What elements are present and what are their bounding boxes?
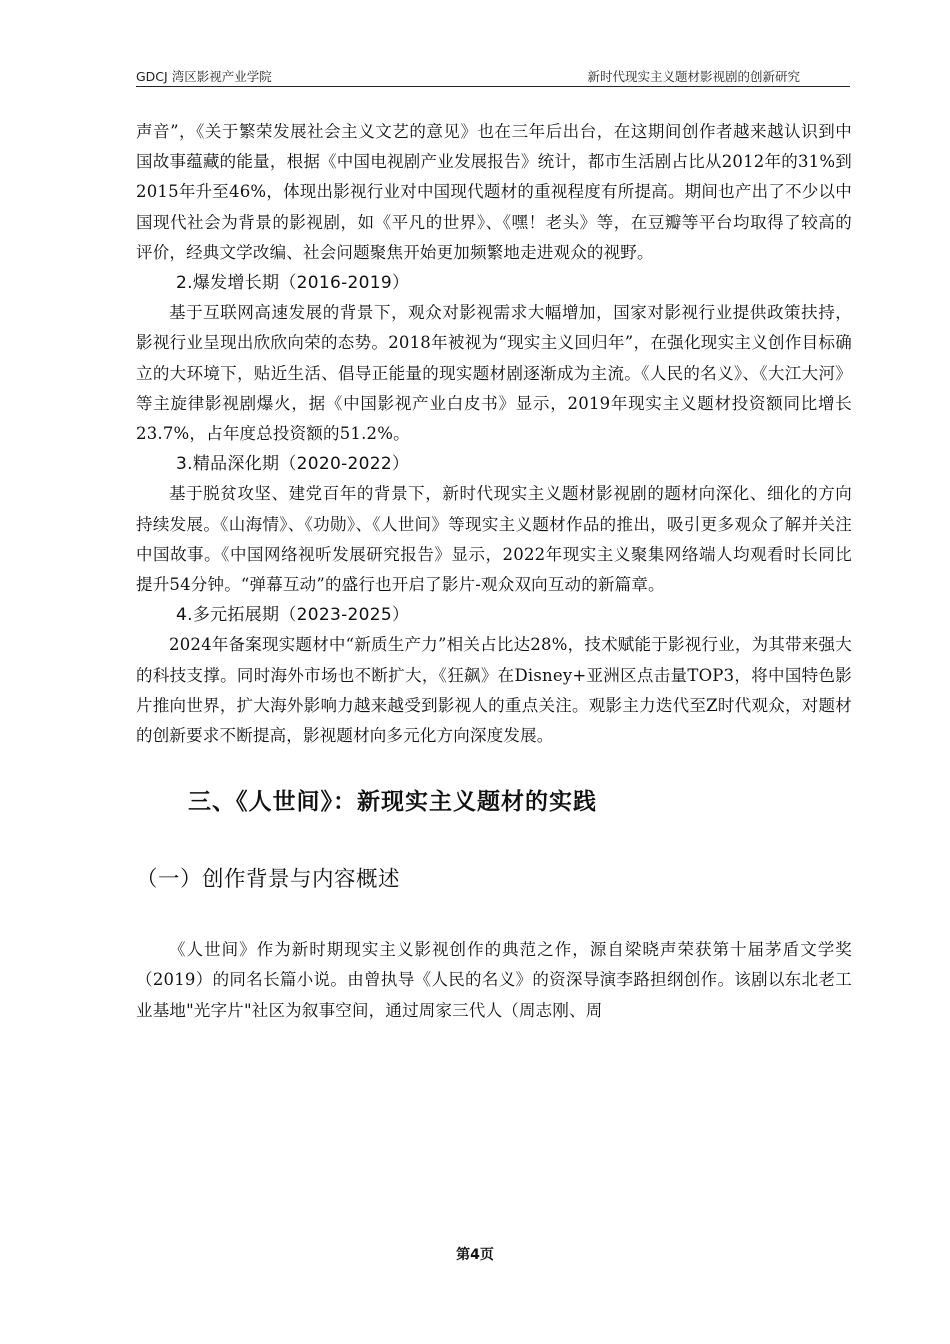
- subsection-heading: （一）创作背景与内容概述: [136, 867, 401, 893]
- page-header: [136, 64, 850, 87]
- paragraph-intro: 声音”，《关于繁荣发展社会主义文艺的意见》也在三年后出台，在这期间创作者越来越认识到中国故事蕴藏的能量，根据《中国电视剧产业发展报告》统计，都市生活剧占比从2012年的31%到2015年升至46%，体现出影视行业对中国现代题材的重视程度有所提高。期间也产出了不少以中国现代社会为背景的影视剧，如《平凡的世界》、《嘿！老头》等，在豆瓣等平台均取得了较高的评价，经典文学改编、社会问题聚焦开始更加频繁地走进观众的视野。: [136, 122, 852, 262]
- heading-diversification: 4.多元拓展期（2023-2025）: [176, 605, 410, 626]
- paragraph-burst-growth: 基于互联网高速发展的背景下，观众对影视需求大幅增加，国家对影视行业提供政策扶持，影视行业呈现出欣欣向荣的态势。2018年被视为“现实主义回归年”，在强化现实主义创作目标确立的大环境下，贴近生活、倡导正能量的现实题材剧逐渐成为主流。《人民的名义》、《大江大河》等主旋律影视剧爆火，据《中国影视产业白皮书》显示，2019年现实主义题材投资额同比增长23.7%，占年度总投资额的51.2%。: [136, 303, 852, 444]
- heading-burst-growth: 2.爆发增长期（2016-2019）: [176, 273, 410, 294]
- header-title: 新时代现实主义题材影视剧的创新研究: [587, 69, 800, 84]
- paragraph-background: 《人世间》作为新时期现实主义影视创作的典范之作，源自梁晓声荣获第十届茅盾文学奖（2019）的同名长篇小说。由曾执导《人民的名义》的资深导演李路担纲创作。该剧以东北老工业基地"光字片"社区为叙事空间，通过周家三代人（周志刚、周: [136, 940, 852, 1020]
- page-body: [136, 117, 852, 1026]
- heading-refinement: 3.精品深化期（2020-2022）: [176, 454, 410, 475]
- header-institution: GDCJ 湾区影视产业学院: [136, 69, 272, 84]
- section-heading: 三、《人世间》：新现实主义题材的实践: [188, 789, 597, 816]
- page-number: 第4页: [456, 1247, 494, 1263]
- paragraph-diversification: 2024年备案现实题材中“新质生产力”相关占比达28%，技术赋能于影视行业，为其带来强大的科技支撑。同时海外市场也不断扩大，《狂飙》在Disney+亚洲区点击量TOP3，将中国特色影片推向世界，扩大海外影响力越来越受到影视人的重点关注。观影主力迭代至Z时代观众，对题材的创新要求不断提高，影视题材向多元化方向深度发展。: [136, 635, 852, 746]
- paragraph-refinement: 基于脱贫攻坚、建党百年的背景下，新时代现实主义题材影视剧的题材向深化、细化的方向持续发展。《山海情》、《功勋》、《人世间》等现实主义题材作品的推出，吸引更多观众了解并关注中国故事。《中国网络视听发展研究报告》显示，2022年现实主义聚集网络端人均观看时长同比提升54分钟。“弹幕互动”的盛行也开启了影片-观众双向互动的新篇章。: [136, 484, 852, 595]
